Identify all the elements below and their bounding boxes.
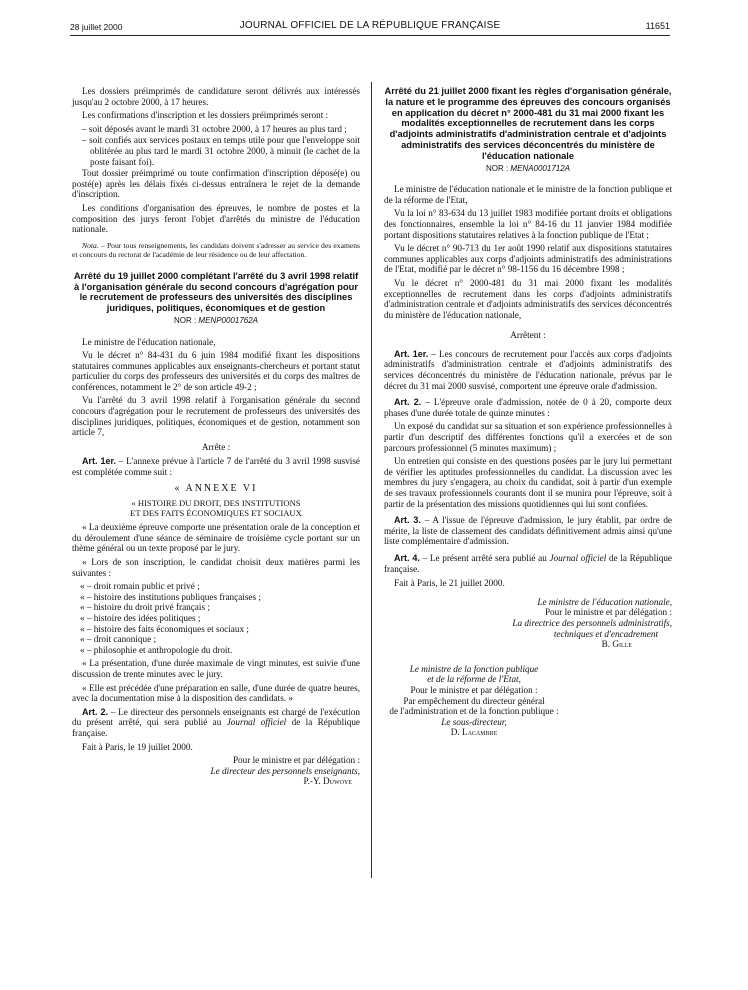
annexe-subtitle-line: ET DES FAITS ÉCONOMIQUES ET SOCIAUX: [130, 508, 302, 519]
article-1: [72, 456, 360, 477]
paragraph: Vu le décret n° 2000-481 du 31 mai 2000 fixant les modalités exceptionnelles de recrutement dans les corps d'adjoints administratifs d'administration centrale et d'adjoints administratifs des services déconcentrés du ministère de l'éducation nationale,: [384, 277, 672, 320]
list-item: « – droit romain public et privé ;: [80, 581, 200, 592]
paragraph: Un exposé du candidat sur sa situation et son expérience professionnelles à partir d'un descriptif des différentes fonctions qu'il a exercées et de son parcours professionnel (5 minutes maximum) ;: [384, 421, 672, 453]
list-item: « – histoire du droit privé français ;: [80, 602, 210, 613]
paragraph: Les confirmations d'inscription et les dossiers préimprimés seront :: [82, 110, 329, 121]
signature-line: La directrice des personnels administratifs,: [512, 617, 672, 628]
annexe-subtitle: [72, 498, 360, 518]
journal-officiel: Journal officiel: [226, 717, 287, 728]
nor-reference: [384, 164, 672, 175]
signatory-name: P.-Y. Duwoye: [303, 776, 352, 787]
paragraph: Les conditions d'organisation des épreuves, le nombre de postes et la composition des jurys feront l'objet d'arrêtés du ministre de l'éducation nationale.: [72, 202, 360, 235]
article-text: de la République française.: [72, 717, 361, 738]
list-item: « – histoire des faits économiques et sociaux ;: [80, 623, 249, 634]
article-label: Art. 2.: [82, 706, 108, 717]
article-text: – Le présent arrêté sera publié au: [419, 552, 550, 563]
arrete-heading: Arrête :: [201, 441, 231, 452]
signature-line: Le sous-directeur,: [441, 716, 507, 727]
signature-line: Le ministre de l'éducation nationale,: [537, 596, 672, 607]
article-label: Art. 2.: [394, 397, 422, 408]
page-header: [70, 20, 670, 34]
signatory-name: D. Lacambre: [450, 727, 498, 738]
signature-block-1: [384, 597, 672, 650]
paragraph: Le ministre de l'éducation nationale et le ministre de la fonction publique et de la réforme de l'Etat,: [384, 184, 672, 205]
article-label: Art. 1er.: [394, 348, 429, 359]
paragraph: Tout dossier préimprimé ou toute confirmation d'inscription déposé(e) ou posté(e) après les délais fixés ci-dessus entraînera le rejet de la demande d'inscription.: [72, 168, 360, 200]
article-text: – Les concours de recrutement pour l'accès aux corps d'adjoints administratifs d'administration centrale et d'adjoints administratifs des services déconcentrés du ministère de l'éducation nationale, prévus par le décret du 31 mai 2000 susvisé, comportent une épreuve orale d'admission.: [384, 348, 672, 391]
article-text: – Le directeur des personnels enseignants est chargé de l'exécution du présent arrêté, qui sera publié au: [72, 706, 360, 728]
list-item: « – droit canonique ;: [80, 634, 157, 645]
paragraph: Le ministre de l'éducation nationale,: [82, 336, 216, 347]
nota: [72, 241, 360, 259]
decree-title: Arrêté du 21 juillet 2000 fixant les règles d'organisation générale, la nature et le programme des épreuves des concours organisés en application du décret n° 2000-481 du 31 mai 2000 fixant les modalités exceptionnelles de recrutement dans les corps d'adjoints administratifs d'administration centrale et d'adjoints administratifs des services déconcentrés du ministère de l'éducation nationale: [384, 86, 672, 161]
journal-title: JOURNAL OFFICIEL DE LA RÉPUBLIQUE FRANÇAISE: [239, 20, 501, 31]
article-text: – A l'issue de l'épreuve d'admission, le jury établit, par ordre de mérite, la liste de classement des candidats définitivement admis ainsi qu'une liste complémentaire d'admission.: [384, 515, 672, 547]
fait-a-paris: Fait à Paris, le 21 juillet 2000.: [394, 578, 505, 589]
article-2: [72, 707, 360, 739]
paragraph: « La deuxième épreuve comporte une présentation orale de la conception et du déroulement d'une séance de séminaire de troisième cycle portant sur un thème général ou un texte proposé par le jury.: [72, 522, 360, 554]
article-text: – L'annexe prévue à l'article 7 de l'arrêté du 3 avril 1998 susvisé est complétée comme suit :: [72, 456, 360, 478]
signature-line: Le directeur des personnels enseignants,: [210, 765, 360, 776]
arretent-heading: Arrêtent :: [510, 330, 546, 341]
nor-reference: [72, 316, 360, 327]
article-label: Art. 1er.: [82, 456, 116, 467]
signature-block-2: [384, 664, 564, 738]
article-2: [384, 397, 672, 418]
header-rule: [70, 35, 670, 36]
page-number: 11651: [645, 21, 670, 31]
article-3: [384, 515, 672, 547]
paragraph: Vu la loi n° 83-634 du 13 juillet 1983 modifiée portant droits et obligations des fonctionnaires, ensemble la loi n° 84-16 du 11 janvier 1984 modifiée portant dispositions statutaires relatives à la fonction publique de l'Etat ;: [384, 208, 672, 240]
nor-code: MENP0001762A: [198, 315, 259, 325]
column-divider: [371, 82, 372, 878]
paragraph: « La présentation, d'une durée maximale de vingt minutes, est suivie d'une discussion de trente minutes avec le jury.: [72, 658, 360, 679]
paragraph: Vu le décret n° 84-431 du 6 juin 1984 modifié fixant les dispositions statutaires communes applicables aux enseignants-chercheurs et portant statut particulier du corps des professeurs des universités et du corps des maîtres de conférences, notamment le 2° de son article 49-2 ;: [72, 350, 360, 392]
paragraph: Vu l'arrêté du 3 avril 1998 relatif à l'organisation générale du second concours d'agrégation pour le recrutement de professeurs des universités des disciplines juridiques, politiques, économiques et de gestion, notamment son article 7,: [72, 395, 360, 438]
nota-text: – Pour tous renseignements, les candidats doivent s'adresser au service des examens et concours du rectorat de l'académie de leur résidence ou de leur affectation.: [72, 240, 360, 259]
article-text: – L'épreuve orale d'admission, notée de 0 à 20, comporte deux phases d'une durée totale de quinze minutes :: [384, 397, 672, 418]
article-text: de la République française.: [384, 552, 672, 574]
article-label: Art. 4.: [394, 552, 420, 563]
signature-line: Pour le ministre et par délégation :: [232, 755, 360, 766]
signature-line: et de la réforme de l'Etat,: [427, 674, 521, 685]
annexe-title: « ANNEXE VI: [174, 482, 258, 494]
list-item: « – histoire des idées politiques ;: [80, 612, 201, 623]
list-item: « – philosophie et anthropologie du droit.: [80, 644, 233, 655]
paragraph: Un entretien qui consiste en des questions posées par le jury lui permettant de vérifier les aptitudes professionnelles du candidat. La discussion avec les membres du jury s'engagera, au choix du candidat, soit à partir d'un exemple de ses travaux professionnels courants dont il se munira pour l'épreuve, soit à partir de la présentation des missions quotidiennes qui lui sont confiées.: [384, 456, 672, 509]
dash-item: – soit confiés aux services postaux en temps utile pour que l'enveloppe soit oblitérée au plus tard le mardi 31 octobre 2000, à minuit (le cachet de la poste faisant foi).: [82, 135, 360, 167]
signature-line: Par empêchement du directeur général: [403, 695, 545, 706]
signature-line: techniques et d'encadrement: [553, 628, 658, 639]
annexe-subtitle-line: « HISTOIRE DU DROIT, DES INSTITUTIONS: [131, 498, 301, 509]
left-column: [72, 86, 360, 787]
paragraph: « Elle est précédée d'une préparation en salle, d'une durée de quatre heures, avec la documentation mise à la disposition des candidats. »: [72, 682, 360, 704]
signature-line: de l'administration et de la fonction publique :: [389, 706, 559, 717]
right-column: [384, 86, 672, 738]
paragraph: Vu le décret n° 90-713 du 1er août 1990 relatif aux dispositions statutaires communes applicables aux corps d'adjoints administratifs des administrations de l'Etat, modifié par le décret n° 98-1156 du 16 décembre 1998 ;: [384, 243, 672, 275]
list-item: « – histoire des institutions publiques françaises ;: [80, 591, 261, 602]
nor-label: NOR :: [485, 163, 511, 173]
fait-a-paris: Fait à Paris, le 19 juillet 2000.: [82, 741, 193, 752]
dash-item: – soit déposés avant le mardi 31 octobre 2000, à 17 heures au plus tard ;: [82, 123, 347, 134]
nota-label: Nota.: [82, 240, 99, 250]
header-date: 28 juillet 2000: [70, 22, 123, 32]
signature-line: Pour le ministre et par délégation :: [410, 684, 538, 695]
nor-code: MENA0001712A: [510, 163, 571, 173]
signature-line: Le ministre de la fonction publique: [409, 663, 539, 674]
signatory-name: B. Gille: [601, 639, 632, 650]
decree-title: Arrêté du 19 juillet 2000 complétant l'arrêté du 3 avril 1998 relatif à l'organisation générale du second concours d'agrégation pour le recrutement de professeurs des universités des disciplines juridiques, politiques, économiques et de gestion: [73, 270, 359, 314]
article-1: [384, 349, 672, 391]
paragraph: Les dossiers préimprimés de candidature seront délivrés aux intéressés jusqu'au 2 octobre 2000, à 17 heures.: [72, 86, 360, 107]
journal-officiel: Journal officiel: [549, 552, 607, 563]
paragraph: « Lors de son inscription, le candidat choisit deux matières parmi les suivantes :: [72, 557, 360, 578]
article-label: Art. 3.: [394, 515, 421, 526]
article-4: [384, 553, 672, 574]
nor-label: NOR :: [173, 315, 199, 325]
signature-line: Pour le ministre et par délégation :: [544, 607, 672, 618]
